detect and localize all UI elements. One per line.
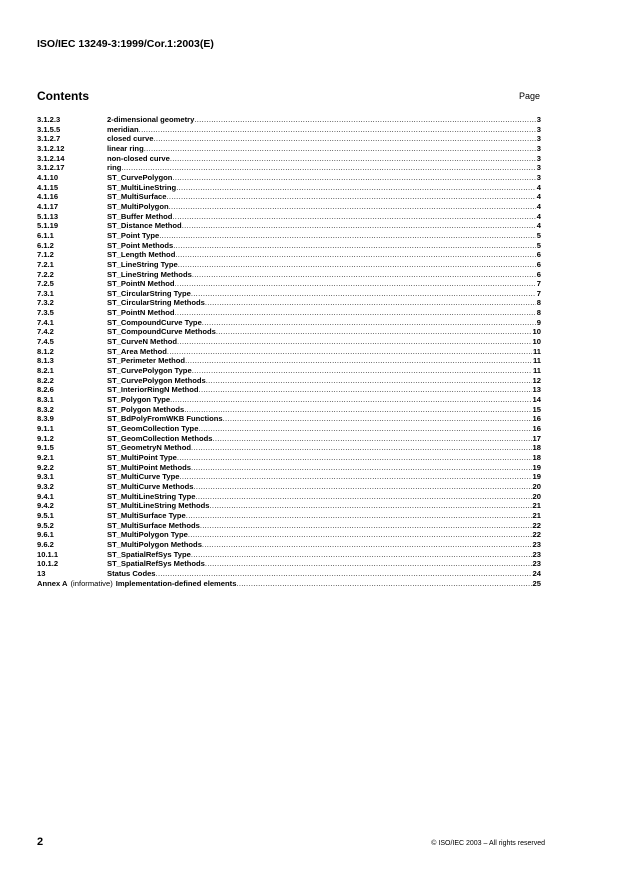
toc-entry[interactable] xyxy=(37,550,541,560)
toc-entry-title: ST_MultiLineString Methods xyxy=(107,501,210,511)
toc-entry-page: 3 xyxy=(536,134,541,144)
toc-entry-title: ST_MultiCurve Type xyxy=(107,472,180,482)
toc-entry[interactable] xyxy=(37,231,541,241)
toc-entry-title: ST_MultiPolygon xyxy=(107,201,169,211)
toc-entry-title: ST_MultiSurface xyxy=(107,192,167,202)
toc-entry-title: ST_PointN Method xyxy=(107,308,175,318)
toc-entry-page: 20 xyxy=(532,491,541,501)
toc-leader-dots xyxy=(191,443,532,453)
toc-leader-dots xyxy=(194,115,535,125)
toc-entry-page: 16 xyxy=(532,424,541,433)
toc-entry-title: ST_Buffer Method xyxy=(107,211,173,221)
toc-leader-dots xyxy=(216,327,532,337)
toc-entry-title: ST_CircularString Methods xyxy=(107,298,205,308)
toc-entry[interactable] xyxy=(37,511,541,521)
toc-entry-page: 5 xyxy=(536,240,541,250)
toc-leader-dots xyxy=(186,511,532,521)
toc-leader-dots xyxy=(173,241,536,251)
toc-leader-dots xyxy=(212,434,531,444)
toc-entry[interactable] xyxy=(37,163,541,173)
toc-entry-title: ST_MultiSurface Type xyxy=(107,510,186,520)
toc-entry-title: ST_SpatialRefSys Methods xyxy=(107,559,205,569)
toc-entry-title: ST_CurvePolygon Methods xyxy=(107,375,206,385)
toc-entry-title: ST_GeomCollection Type xyxy=(107,424,199,433)
toc-annex-entry[interactable] xyxy=(37,579,541,589)
toc-entry-title: Status Codes xyxy=(107,568,156,578)
toc-leader-dots xyxy=(175,279,536,289)
toc-entry-number: 4.1.16 xyxy=(37,192,59,202)
toc-entry-title: ST_MultiSurface Methods xyxy=(107,520,200,530)
toc-entry[interactable] xyxy=(37,212,541,222)
toc-entry-number: 9.1.5 xyxy=(37,443,54,453)
toc-leader-dots xyxy=(176,183,536,193)
toc-entry-title: ST_MultiLineString xyxy=(107,182,177,192)
toc-entry-number: 7.4.2 xyxy=(37,327,54,337)
toc-leader-dots xyxy=(191,289,536,299)
toc-entry-title: ST_InteriorRingN Method xyxy=(107,385,199,395)
toc-entry-number: 9.3.2 xyxy=(37,481,54,491)
toc-entry[interactable] xyxy=(37,337,541,347)
toc-entry-page: 23 xyxy=(532,549,541,559)
toc-entry-page: 13 xyxy=(532,385,541,395)
toc-leader-dots xyxy=(153,134,535,144)
toc-entry-number: 3.1.2.3 xyxy=(37,115,61,124)
toc-entry-title: ST_CompoundCurve Methods xyxy=(107,327,216,337)
table-of-contents xyxy=(37,115,541,588)
toc-leader-dots xyxy=(184,405,531,415)
toc-entry-page: 3 xyxy=(536,143,541,153)
toc-leader-dots xyxy=(202,540,532,550)
toc-entry-number: 9.2.2 xyxy=(37,462,54,472)
toc-entry-number: 13 xyxy=(37,568,46,578)
toc-leader-dots xyxy=(177,453,532,463)
toc-entry-number: 7.2.1 xyxy=(37,259,54,269)
toc-entry-number: 9.1.1 xyxy=(37,424,54,433)
toc-entry-page: 11 xyxy=(532,346,541,356)
toc-entry[interactable] xyxy=(37,327,541,337)
toc-entry-page: 11 xyxy=(532,356,541,366)
toc-entry[interactable] xyxy=(37,453,541,463)
toc-entry-number: 8.1.2 xyxy=(37,346,54,356)
toc-entry-number: 3.1.5.5 xyxy=(37,124,61,134)
toc-entry-page: 6 xyxy=(536,269,541,279)
toc-entry-number: 3.1.2.12 xyxy=(37,143,65,153)
toc-entry-title: ST_MultiPoint Type xyxy=(107,452,177,462)
toc-entry-number: 4.1.17 xyxy=(37,201,59,211)
toc-entry-title: ST_BdPolyFromWKB Functions xyxy=(107,414,223,424)
toc-leader-dots xyxy=(170,154,536,164)
toc-entry-page: 3 xyxy=(536,172,541,182)
toc-entry-number: 8.3.1 xyxy=(37,395,54,405)
toc-entry-title: ST_MultiCurve Methods xyxy=(107,481,194,491)
toc-entry-page: 4 xyxy=(536,201,541,211)
toc-entry[interactable] xyxy=(37,385,541,395)
annex-page: 25 xyxy=(532,578,541,588)
toc-leader-dots xyxy=(156,569,532,579)
toc-leader-dots xyxy=(191,550,532,560)
toc-entry-page: 3 xyxy=(536,153,541,163)
toc-entry[interactable] xyxy=(37,501,541,511)
toc-entry[interactable] xyxy=(37,521,541,531)
toc-leader-dots xyxy=(199,385,532,395)
toc-leader-dots xyxy=(179,472,531,482)
toc-entry-page: 4 xyxy=(536,221,541,231)
toc-entry[interactable] xyxy=(37,154,541,164)
toc-entry-number: 7.1.2 xyxy=(37,250,54,260)
toc-entry-page: 15 xyxy=(532,404,541,414)
toc-entry[interactable] xyxy=(37,569,541,579)
toc-leader-dots xyxy=(202,318,536,328)
toc-entry-title: ST_GeomCollection Methods xyxy=(107,433,213,443)
toc-entry-number: 9.4.1 xyxy=(37,491,54,501)
toc-entry-title: ST_CircularString Type xyxy=(107,288,191,298)
toc-entry[interactable] xyxy=(37,241,541,251)
toc-entry-number: 7.3.1 xyxy=(37,288,54,298)
toc-entry-number: 8.3.2 xyxy=(37,404,54,414)
toc-leader-dots xyxy=(236,579,531,589)
toc-entry[interactable] xyxy=(37,530,541,540)
toc-entry[interactable] xyxy=(37,395,541,405)
toc-entry-title: ST_Point Type xyxy=(107,230,160,240)
toc-entry-number: 3.1.2.14 xyxy=(37,153,65,163)
toc-entry[interactable] xyxy=(37,125,541,135)
toc-entry[interactable] xyxy=(37,279,541,289)
toc-entry-number: 10.1.2 xyxy=(37,559,59,569)
toc-entry-number: 7.3.5 xyxy=(37,308,54,318)
toc-entry[interactable] xyxy=(37,424,541,434)
toc-entry-page: 3 xyxy=(536,124,541,134)
toc-leader-dots xyxy=(177,337,532,347)
toc-entry-title: ST_Perimeter Method xyxy=(107,356,186,366)
toc-entry[interactable] xyxy=(37,463,541,473)
toc-entry-number: 5.1.13 xyxy=(37,211,59,221)
toc-entry-page: 3 xyxy=(536,163,541,173)
toc-entry-number: 9.6.2 xyxy=(37,539,54,549)
toc-entry-number: 7.4.1 xyxy=(37,317,54,327)
toc-leader-dots xyxy=(172,212,535,222)
toc-entry-title: ST_LineString Type xyxy=(107,259,178,269)
toc-entry-number: 7.3.2 xyxy=(37,298,54,308)
toc-leader-dots xyxy=(192,366,532,376)
toc-leader-dots xyxy=(205,298,536,308)
toc-entry[interactable] xyxy=(37,366,541,376)
toc-leader-dots xyxy=(182,221,536,231)
toc-entry-page: 11 xyxy=(532,366,541,376)
toc-entry-page: 20 xyxy=(532,481,541,491)
toc-entry-title: ST_MultiPolygon Type xyxy=(107,530,188,540)
toc-entry[interactable] xyxy=(37,183,541,193)
toc-entry[interactable] xyxy=(37,298,541,308)
toc-entry-page: 19 xyxy=(532,462,541,472)
toc-leader-dots xyxy=(206,376,532,386)
footer-copyright: © ISO/IEC 2003 – All rights reserved xyxy=(431,840,545,847)
toc-leader-dots xyxy=(175,308,536,318)
toc-entry-page: 10 xyxy=(532,337,541,347)
toc-entry-page: 9 xyxy=(536,317,541,327)
toc-entry[interactable] xyxy=(37,443,541,453)
toc-entry-number: 8.2.2 xyxy=(37,375,54,385)
page-column-label: Page xyxy=(518,91,540,101)
toc-leader-dots xyxy=(192,270,536,280)
toc-entry-page: 18 xyxy=(532,443,541,453)
toc-entry-number: 7.2.5 xyxy=(37,279,54,289)
toc-entry-title: ST_CurvePolygon Type xyxy=(107,366,192,376)
toc-entry-title: ST_CompoundCurve Type xyxy=(107,317,202,327)
toc-entry[interactable] xyxy=(37,492,541,502)
toc-entry-title: ST_Polygon Type xyxy=(107,395,171,405)
toc-entry-title: meridian xyxy=(107,124,139,134)
toc-entry-title: ST_MultiLineString Type xyxy=(107,491,196,501)
toc-entry-number: 7.4.5 xyxy=(37,337,54,347)
toc-entry-page: 4 xyxy=(536,211,541,221)
toc-entry-title: ST_MultiPoint Methods xyxy=(107,462,191,472)
toc-entry-page: 12 xyxy=(532,375,541,385)
contents-heading: Contents xyxy=(37,89,89,103)
toc-entry-number: 9.5.1 xyxy=(37,510,54,520)
toc-entry-page: 8 xyxy=(536,308,541,318)
toc-entry-number: 9.5.2 xyxy=(37,520,54,530)
toc-entry-page: 16 xyxy=(532,414,541,424)
toc-leader-dots xyxy=(200,521,532,531)
toc-entry-title: ST_LineString Methods xyxy=(107,269,192,279)
toc-entry-title: ST_MultiPolygon Methods xyxy=(107,539,202,549)
toc-entry-number: 3.1.2.7 xyxy=(37,134,61,144)
toc-leader-dots xyxy=(172,173,535,183)
toc-entry-page: 7 xyxy=(536,279,541,289)
toc-entry-title: 2-dimensional geometry xyxy=(107,115,195,124)
toc-entry[interactable] xyxy=(37,144,541,154)
toc-leader-dots xyxy=(139,125,536,135)
toc-entry-page: 21 xyxy=(532,510,541,520)
toc-entry-number: 9.4.2 xyxy=(37,501,54,511)
toc-entry-number: 3.1.2.17 xyxy=(37,163,65,173)
annex-qualifier: (informative) xyxy=(70,578,113,588)
toc-entry[interactable] xyxy=(37,559,541,569)
toc-entry-page: 5 xyxy=(536,230,541,240)
toc-entry-page: 14 xyxy=(532,395,541,405)
document-id-header: ISO/IEC 13249-3:1999/Cor.1:2003(E) xyxy=(37,38,214,50)
toc-leader-dots xyxy=(191,463,532,473)
toc-entry[interactable] xyxy=(37,308,541,318)
toc-leader-dots xyxy=(170,395,531,405)
toc-leader-dots xyxy=(144,144,536,154)
toc-entry[interactable] xyxy=(37,250,541,260)
toc-leader-dots xyxy=(210,501,532,511)
toc-entry-page: 6 xyxy=(536,250,541,260)
toc-entry-number: 9.1.2 xyxy=(37,433,54,443)
toc-entry-page: 4 xyxy=(536,192,541,202)
toc-entry[interactable] xyxy=(37,134,541,144)
toc-entry-number: 8.2.1 xyxy=(37,366,54,376)
toc-entry-number: 4.1.15 xyxy=(37,182,59,192)
toc-entry-page: 24 xyxy=(532,568,541,578)
toc-entry-title: ST_CurvePolygon xyxy=(107,172,173,182)
toc-leader-dots xyxy=(167,192,536,202)
toc-leader-dots xyxy=(188,530,532,540)
toc-entry-number: 6.1.2 xyxy=(37,240,54,250)
toc-entry-page: 19 xyxy=(532,472,541,482)
toc-entry-page: 23 xyxy=(532,539,541,549)
toc-entry-number: 10.1.1 xyxy=(37,549,59,559)
toc-entry-number: 8.2.6 xyxy=(37,385,54,395)
toc-entry[interactable] xyxy=(37,192,541,202)
toc-entry-title: non-closed curve xyxy=(107,153,170,163)
toc-leader-dots xyxy=(121,163,535,173)
toc-entry[interactable] xyxy=(37,376,541,386)
toc-entry-title: ST_GeometryN Method xyxy=(107,443,191,453)
toc-entry[interactable] xyxy=(37,434,541,444)
toc-entry-title: ST_Point Methods xyxy=(107,240,174,250)
toc-entry-title: ST_Distance Method xyxy=(107,221,182,231)
toc-entry[interactable] xyxy=(37,221,541,231)
toc-entry-number: 8.1.3 xyxy=(37,356,54,366)
toc-entry-number: 5.1.19 xyxy=(37,221,59,231)
toc-leader-dots xyxy=(223,414,532,424)
toc-entry-title: ST_PointN Method xyxy=(107,279,175,289)
toc-leader-dots xyxy=(198,424,531,434)
toc-leader-dots xyxy=(175,250,535,260)
toc-entry-page: 6 xyxy=(536,259,541,269)
toc-entry[interactable] xyxy=(37,347,541,357)
toc-entry[interactable] xyxy=(37,482,541,492)
toc-entry-title: ST_Polygon Methods xyxy=(107,404,185,414)
toc-entry[interactable] xyxy=(37,173,541,183)
toc-entry[interactable] xyxy=(37,202,541,212)
toc-entry-title: ST_Area Method xyxy=(107,346,167,356)
toc-entry-title: ST_SpatialRefSys Type xyxy=(107,549,191,559)
toc-entry[interactable] xyxy=(37,270,541,280)
toc-entry-number: 7.2.2 xyxy=(37,269,54,279)
toc-leader-dots xyxy=(194,482,532,492)
toc-entry-page: 3 xyxy=(536,115,541,124)
toc-entry-page: 7 xyxy=(536,288,541,298)
toc-entry-page: 21 xyxy=(532,501,541,511)
toc-leader-dots xyxy=(167,347,532,357)
toc-entry-page: 4 xyxy=(536,182,541,192)
toc-leader-dots xyxy=(178,260,536,270)
toc-entry-page: 22 xyxy=(532,520,541,530)
toc-entry-title: closed curve xyxy=(107,134,154,144)
toc-leader-dots xyxy=(195,492,531,502)
toc-entry[interactable] xyxy=(37,405,541,415)
toc-leader-dots xyxy=(185,356,532,366)
toc-leader-dots xyxy=(169,202,536,212)
toc-entry-page: 23 xyxy=(532,559,541,569)
toc-leader-dots xyxy=(159,231,536,241)
toc-entry[interactable] xyxy=(37,318,541,328)
footer-page-number: 2 xyxy=(37,836,44,848)
toc-entry-number: 6.1.1 xyxy=(37,230,54,240)
toc-entry-number: 9.6.1 xyxy=(37,530,54,540)
toc-leader-dots xyxy=(205,559,532,569)
toc-entry-page: 18 xyxy=(532,452,541,462)
toc-entry[interactable] xyxy=(37,356,541,366)
annex-title: Implementation-defined elements xyxy=(115,578,237,588)
toc-entry[interactable] xyxy=(37,115,541,125)
toc-entry-number: 9.3.1 xyxy=(37,472,54,482)
toc-entry[interactable] xyxy=(37,472,541,482)
toc-entry-page: 8 xyxy=(536,298,541,308)
toc-entry-number: 8.3.9 xyxy=(37,414,54,424)
toc-entry[interactable] xyxy=(37,289,541,299)
toc-entry-title: ST_CurveN Method xyxy=(107,337,178,347)
toc-entry-page: 10 xyxy=(532,327,541,337)
toc-entry-title: linear ring xyxy=(107,143,144,153)
toc-entry-number: 9.2.1 xyxy=(37,452,54,462)
toc-entry[interactable] xyxy=(37,540,541,550)
toc-entry[interactable] xyxy=(37,414,541,424)
toc-entry-title: ST_Length Method xyxy=(107,250,176,260)
toc-entry-page: 22 xyxy=(532,530,541,540)
toc-entry[interactable] xyxy=(37,260,541,270)
toc-entry-number: 4.1.10 xyxy=(37,172,59,182)
annex-label: Annex A xyxy=(37,578,68,588)
toc-entry-title: ring xyxy=(107,163,122,173)
toc-entry-page: 17 xyxy=(532,433,541,443)
